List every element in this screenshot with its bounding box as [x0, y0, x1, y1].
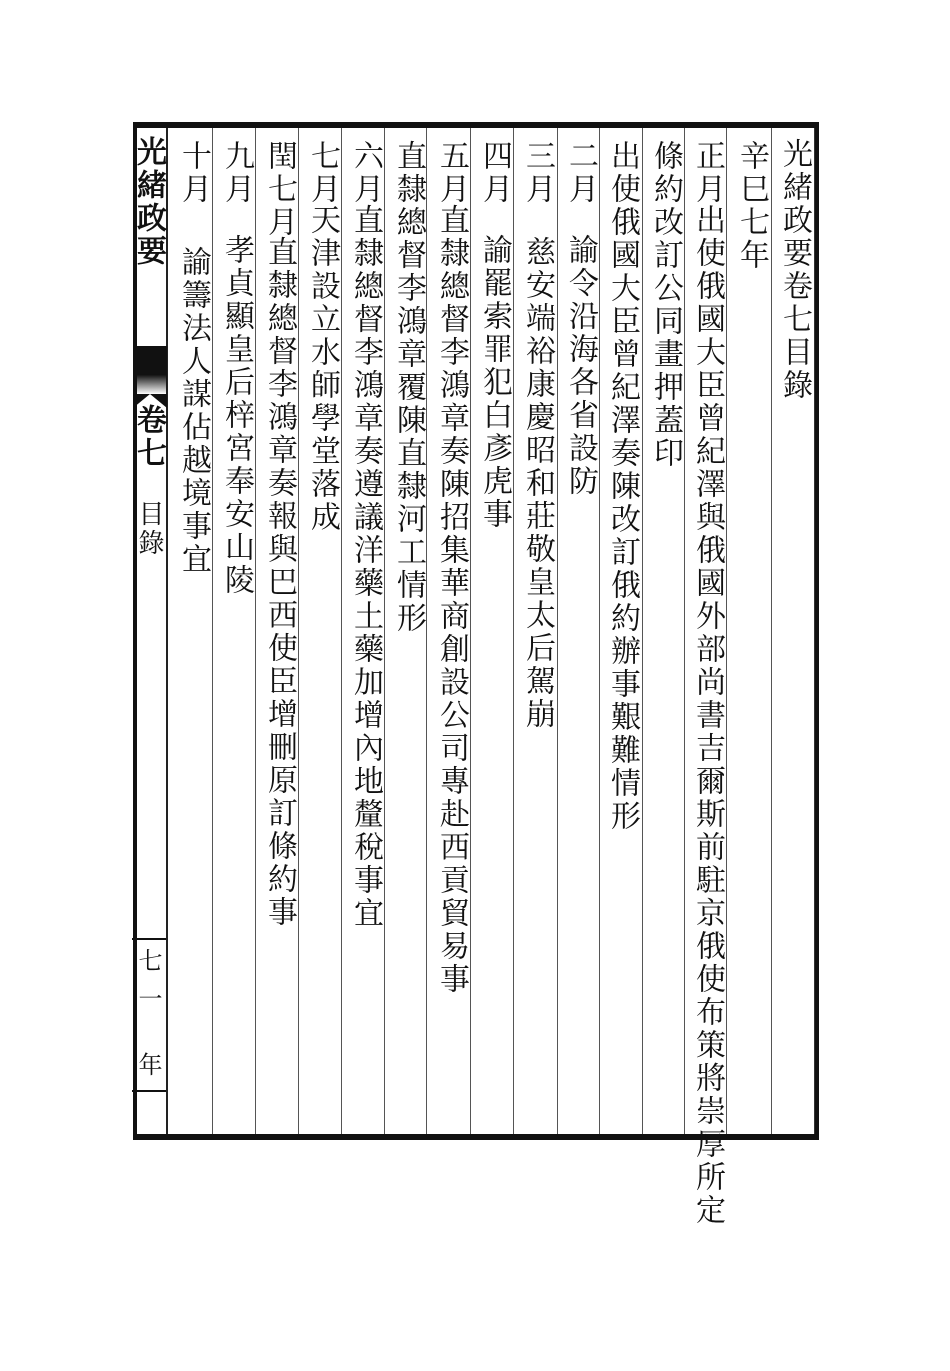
entry-month: 十月	[176, 140, 211, 206]
page-number-box	[132, 938, 166, 1092]
entry-text: 條約改訂公同畫押蓋印	[648, 140, 683, 470]
entry-text: 孝貞顯皇后梓宮奉安山陵	[219, 234, 254, 597]
column-rule	[557, 128, 558, 1134]
entry-month: 九月	[219, 140, 254, 206]
entry-text: 天津設立水師學堂落成	[305, 204, 340, 534]
year-heading: 辛巳七年	[734, 140, 769, 272]
fish-tail-mark	[133, 346, 167, 394]
entry-month: 四月	[477, 140, 512, 206]
entry-text: 直隸總督李鴻章奏陳招集華商創設公司專赴西貢貿易事	[434, 204, 469, 996]
entry-text: 諭令沿海各省設防	[563, 234, 598, 498]
center-fold-line	[166, 128, 168, 1134]
column-rule	[771, 128, 772, 1134]
entry-text: 直隸總督李鴻章奏遵議洋藥土藥加增內地釐稅事宜	[348, 204, 383, 930]
entry-month: 七月	[305, 140, 340, 206]
entry-text: 出使俄國大臣曾紀澤與俄國外部尚書吉爾斯前駐京俄使布策將崇厚所定	[690, 204, 725, 1227]
entry-text: 諭罷索罪犯白彥虎事	[477, 234, 512, 531]
entry-text: 直隸總督李鴻章奏報與巴西使臣增刪原訂條約事	[262, 236, 297, 929]
column-rule	[298, 128, 299, 1134]
entry-month: 五月	[434, 140, 469, 206]
entry-text: 直隸總督李鴻章覆陳直隸河工情形	[391, 140, 426, 635]
year-label: 年	[134, 1052, 162, 1079]
column-rule	[642, 128, 643, 1134]
entry-month: 六月	[348, 140, 383, 206]
margin-volume: 卷七	[131, 404, 166, 470]
page-number: 一	[134, 986, 162, 1013]
column-rule	[513, 128, 514, 1134]
book-title: 光緒政要卷七目錄	[777, 138, 812, 402]
column-rule	[384, 128, 385, 1134]
column-rule	[341, 128, 342, 1134]
column-rule	[726, 128, 727, 1134]
entry-month: 二月	[563, 140, 598, 206]
entry-text: 出使俄國大臣曾紀澤奏陳改訂俄約辦事艱難情形	[605, 140, 640, 833]
page-label: 七	[134, 948, 162, 975]
entry-month: 閏七月	[262, 140, 297, 239]
column-rule	[255, 128, 256, 1134]
column-rule	[599, 128, 600, 1134]
entry-text: 諭籌法人謀佔越境事宜	[176, 246, 211, 576]
entry-text: 慈安端裕康慶昭和莊敬皇太后駕崩	[520, 236, 555, 731]
margin-section: 目錄	[134, 500, 164, 558]
margin-book-name: 光緒政要	[131, 136, 166, 268]
entry-month: 三月	[520, 140, 555, 206]
column-rule	[684, 128, 685, 1134]
column-rule	[426, 128, 427, 1134]
entry-month: 正月	[690, 140, 725, 206]
column-rule	[212, 128, 213, 1134]
column-rule	[470, 128, 471, 1134]
